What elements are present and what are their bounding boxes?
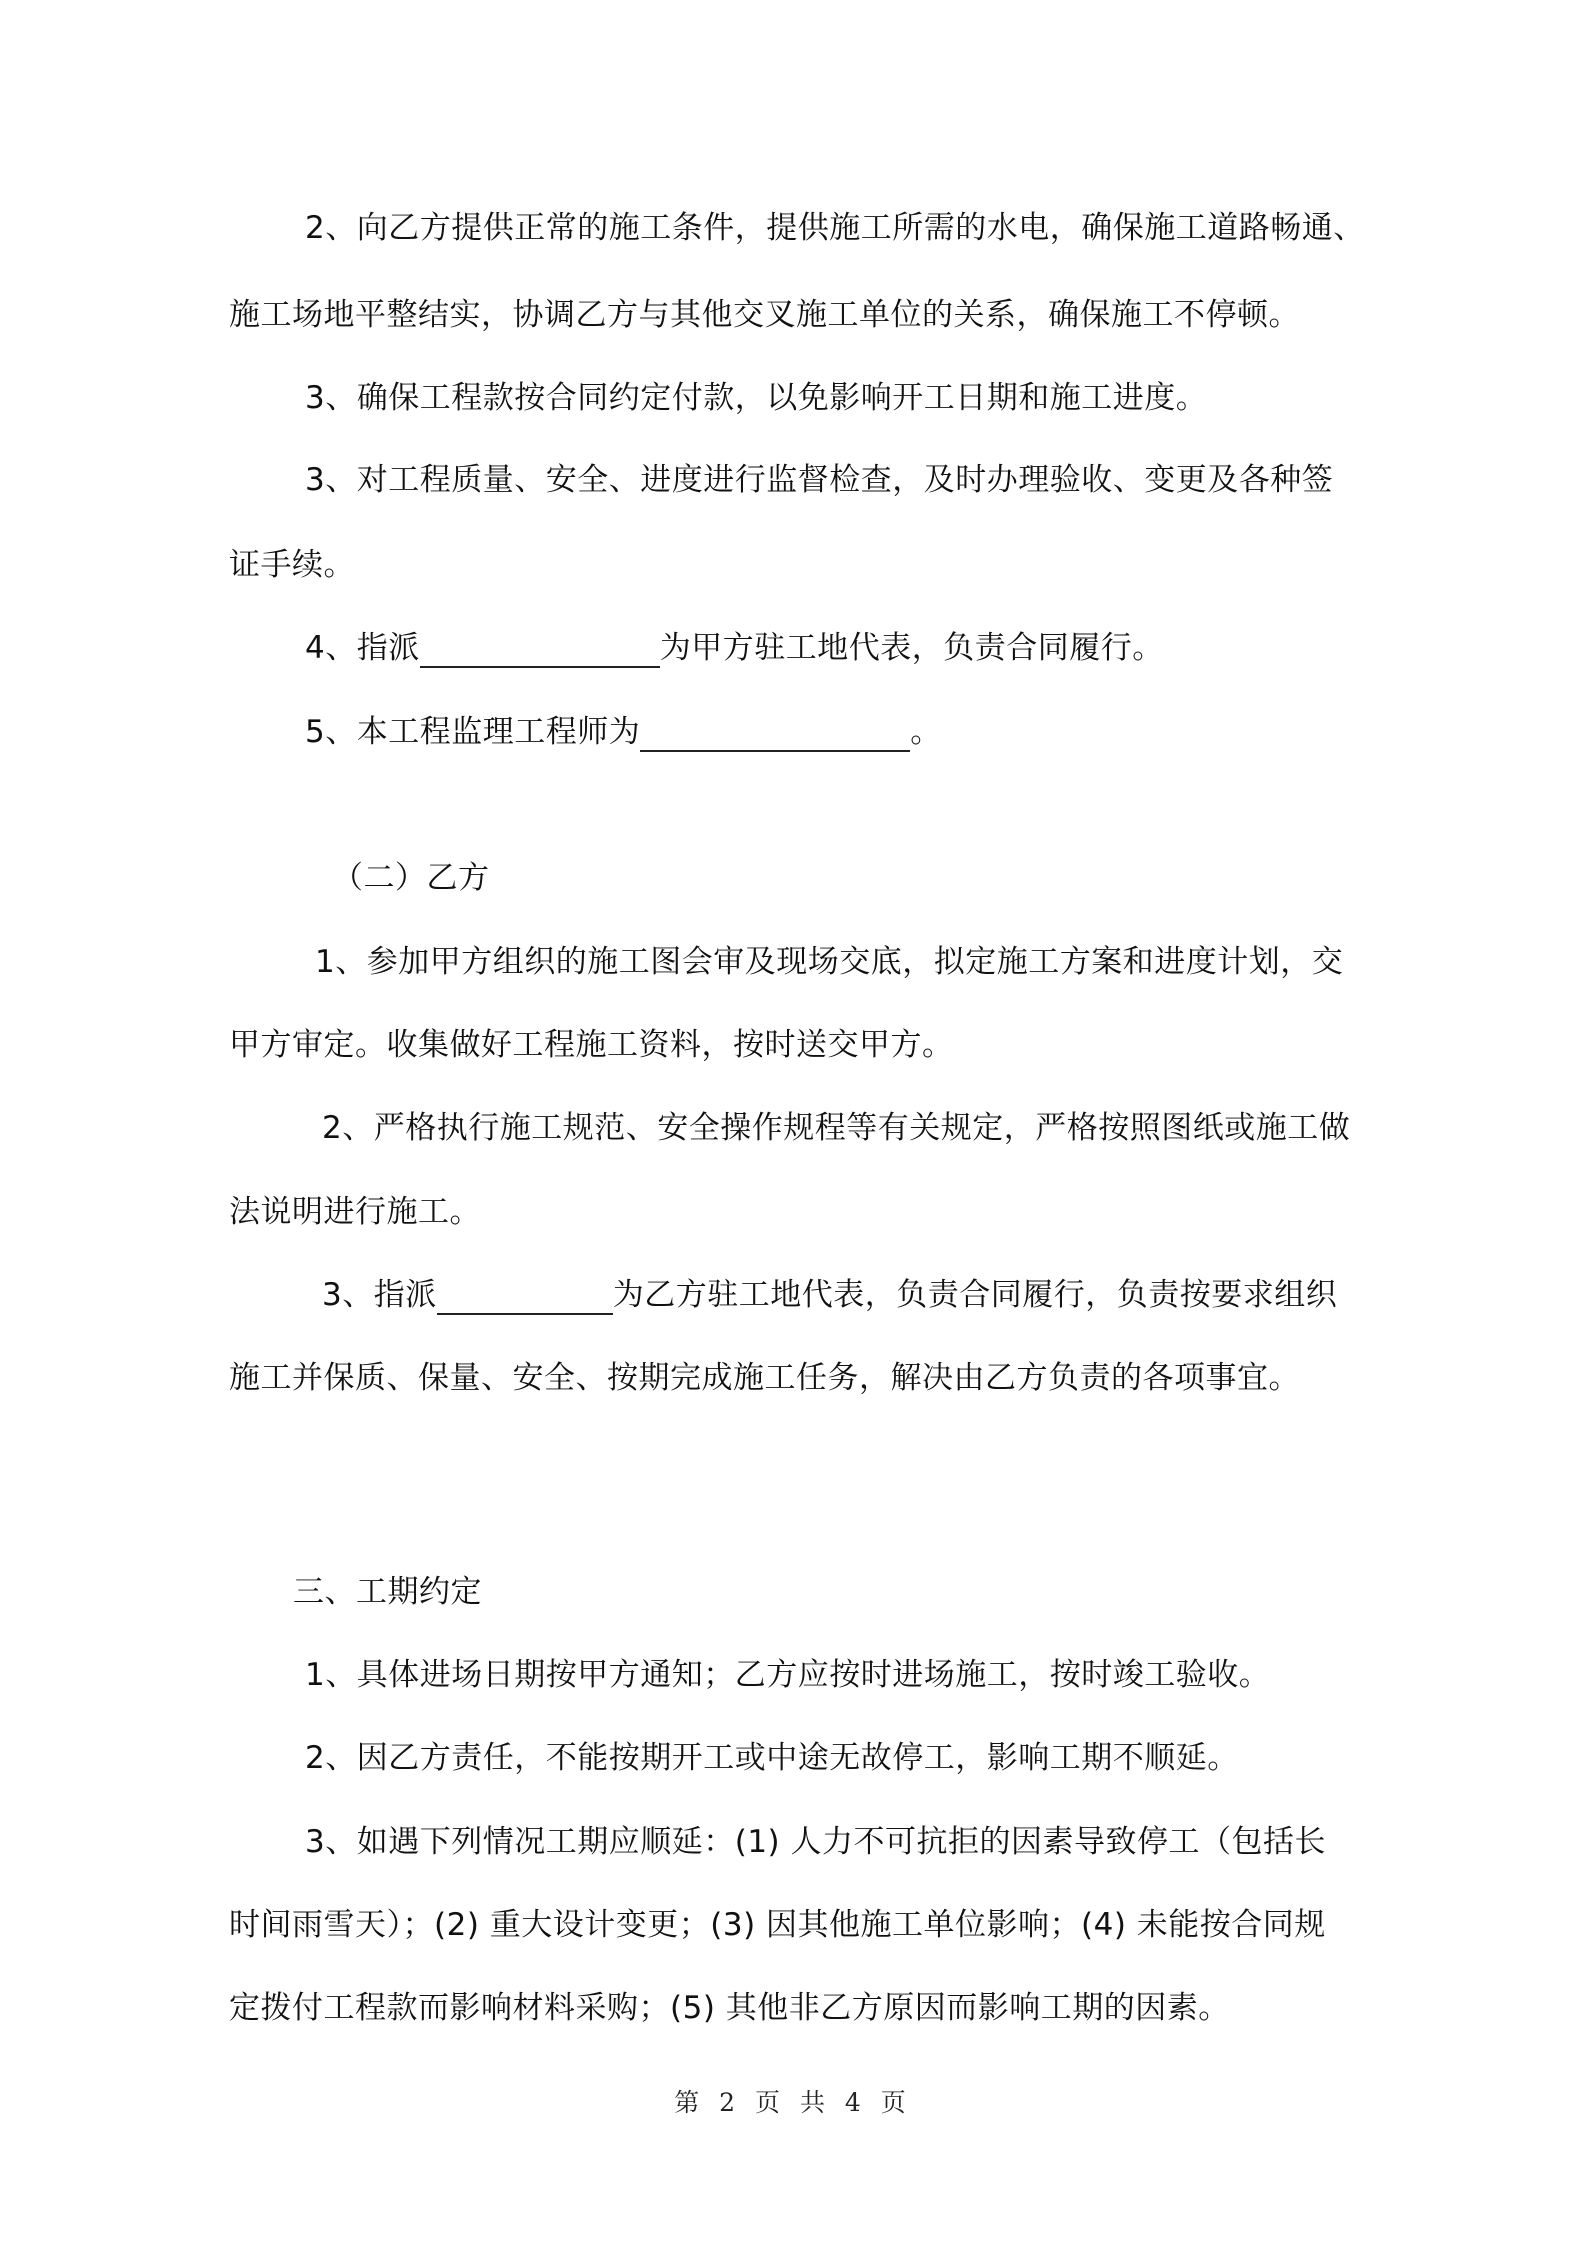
party-a-item-5-suffix: 。: [910, 714, 942, 750]
schedule-item-3-line-2: 时间雨雪天）；(2) 重大设计变更；(3) 因其他施工单位影响；(4) 未能按合同规: [229, 1907, 1326, 1943]
party-a-item-3b-line-1: 3、对工程质量、安全、进度进行监督检查，及时办理验收、变更及各种签: [305, 462, 1334, 498]
party-b-representative-blank[interactable]: [437, 1279, 613, 1315]
party-b-item-2-line-1: 2、严格执行施工规范、安全操作规程等有关规定，严格按照图纸或施工做: [322, 1110, 1351, 1146]
party-b-item-3-suffix: 为乙方驻工地代表，负责合同履行，负责按要求组织: [612, 1277, 1338, 1313]
schedule-item-3-line-1: 3、如遇下列情况工期应顺延：(1) 人力不可抗拒的因素导致停工（包括长: [305, 1824, 1326, 1860]
party-a-item-4: [305, 628, 1164, 668]
schedule-item-3-line-3: 定拨付工程款而影响材料采购；(5) 其他非乙方原因而影响工期的因素。: [229, 1990, 1230, 2026]
party-b-item-3-line-2: 施工并保质、保量、安全、按期完成施工任务，解决由乙方负责的各项事宜。: [229, 1360, 1300, 1396]
party-a-item-4-suffix: 为甲方驻工地代表，负责合同履行。: [659, 630, 1164, 666]
party-b-item-1-line-1: 1、参加甲方组织的施工图会审及现场交底，拟定施工方案和进度计划，交: [315, 944, 1344, 980]
party-a-item-4-prefix: 4、指派: [305, 630, 420, 666]
party-b-item-2-line-2: 法说明进行施工。: [229, 1194, 481, 1230]
party-a-item-3a: 3、确保工程款按合同约定付款，以免影响开工日期和施工进度。: [305, 380, 1208, 416]
schedule-item-2: 2、因乙方责任，不能按期开工或中途无故停工，影响工期不顺延。: [305, 1740, 1239, 1776]
supervising-engineer-blank[interactable]: [640, 716, 910, 752]
party-a-item-3b-line-2: 证手续。: [229, 547, 355, 583]
party-a-item-5-prefix: 5、本工程监理工程师为: [305, 714, 641, 750]
party-a-item-5: [305, 712, 942, 752]
page-number-footer: 第 2 页 共 4 页: [674, 2088, 912, 2117]
party-a-representative-blank[interactable]: [420, 632, 660, 668]
schedule-item-1: 1、具体进场日期按甲方通知；乙方应按时进场施工，按时竣工验收。: [305, 1657, 1271, 1693]
schedule-heading: 三、工期约定: [293, 1574, 482, 1610]
party-b-item-3-line-1: [322, 1275, 1337, 1315]
party-a-item-2-line-2: 施工场地平整结实，协调乙方与其他交叉施工单位的关系，确保施工不停顿。: [229, 297, 1300, 333]
party-b-item-3-prefix: 3、指派: [322, 1277, 437, 1313]
party-b-item-1-line-2: 甲方审定。收集做好工程施工资料，按时送交甲方。: [229, 1027, 954, 1063]
party-b-heading: （二）乙方: [332, 860, 490, 896]
party-a-item-2-line-1: 2、向乙方提供正常的施工条件，提供施工所需的水电，确保施工道路畅通、: [305, 210, 1365, 246]
